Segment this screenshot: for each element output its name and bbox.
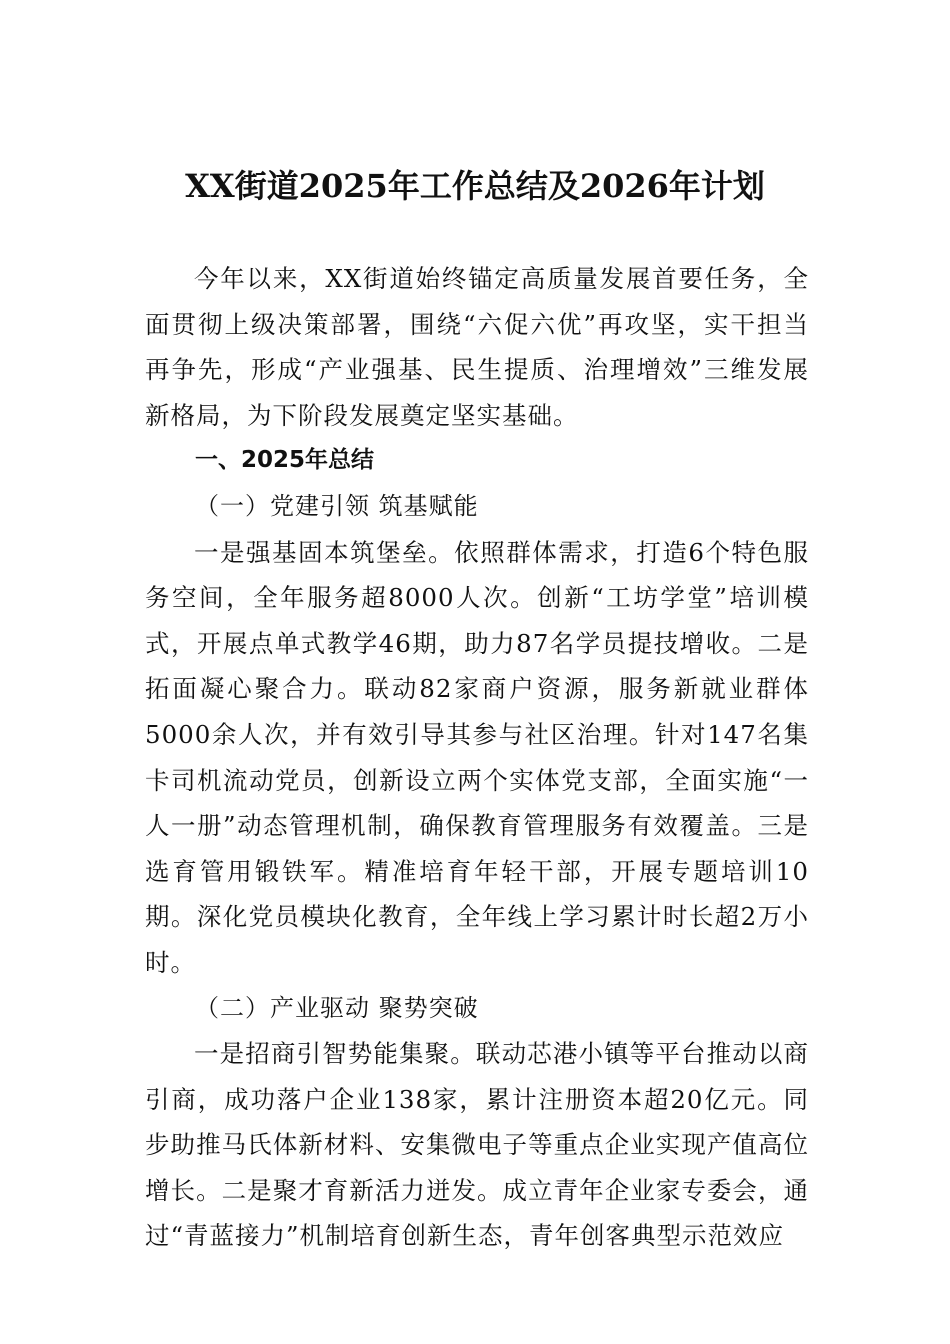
section-heading-summary: 一、2025年总结 <box>195 447 375 474</box>
party-building-paragraph: 一是强基固本筑堡垒。依照群体需求，打造6个特色服务空间，全年服务超8000人次。创新“工坊学堂”培训模式，开展点单式教学46期，助力87名学员提技增收。二是拓面凝心聚合力。联动82家商户资源，服务新就业群体5000余人次，并有效引导其参与社区治理。针对147名集卡司机流动党员，创新设立两个实体党支部，全面实施“一人一册”动态管理机制，确保教育管理服务有效覆盖。三是选育管用锻铁军。精准培育年轻干部，开展专题培训10期。深化党员模块化教育，全年线上学习累计时长超2万小时。 <box>145 537 809 977</box>
document-body <box>145 256 809 1259</box>
industry-paragraph: 一是招商引智势能集聚。联动芯港小镇等平台推动以商引商，成功落户企业138家，累计注册资本超20亿元。同步助推马氏体新材料、安集微电子等重点企业实现产值高位增长。二是聚才育新活力迸发。成立青年企业家专委会，通过“青蓝接力”机制培育创新生态，青年创客典型示范效应 <box>145 1039 809 1251</box>
subsection-heading-party-building: （一）党建引领 筑基赋能 <box>195 491 479 520</box>
subsection-heading-industry: （二）产业驱动 聚势突破 <box>195 993 479 1022</box>
document-title: XX街道2025年工作总结及2026年计划 <box>185 167 765 205</box>
intro-paragraph: 今年以来，XX街道始终锚定高质量发展首要任务，全面贯彻上级决策部署，围绕“六促六优”再攻坚，实干担当再争先，形成“产业强基、民生提质、治理增效”三维发展新格局，为下阶段发展奠定坚实基础。 <box>145 264 809 430</box>
